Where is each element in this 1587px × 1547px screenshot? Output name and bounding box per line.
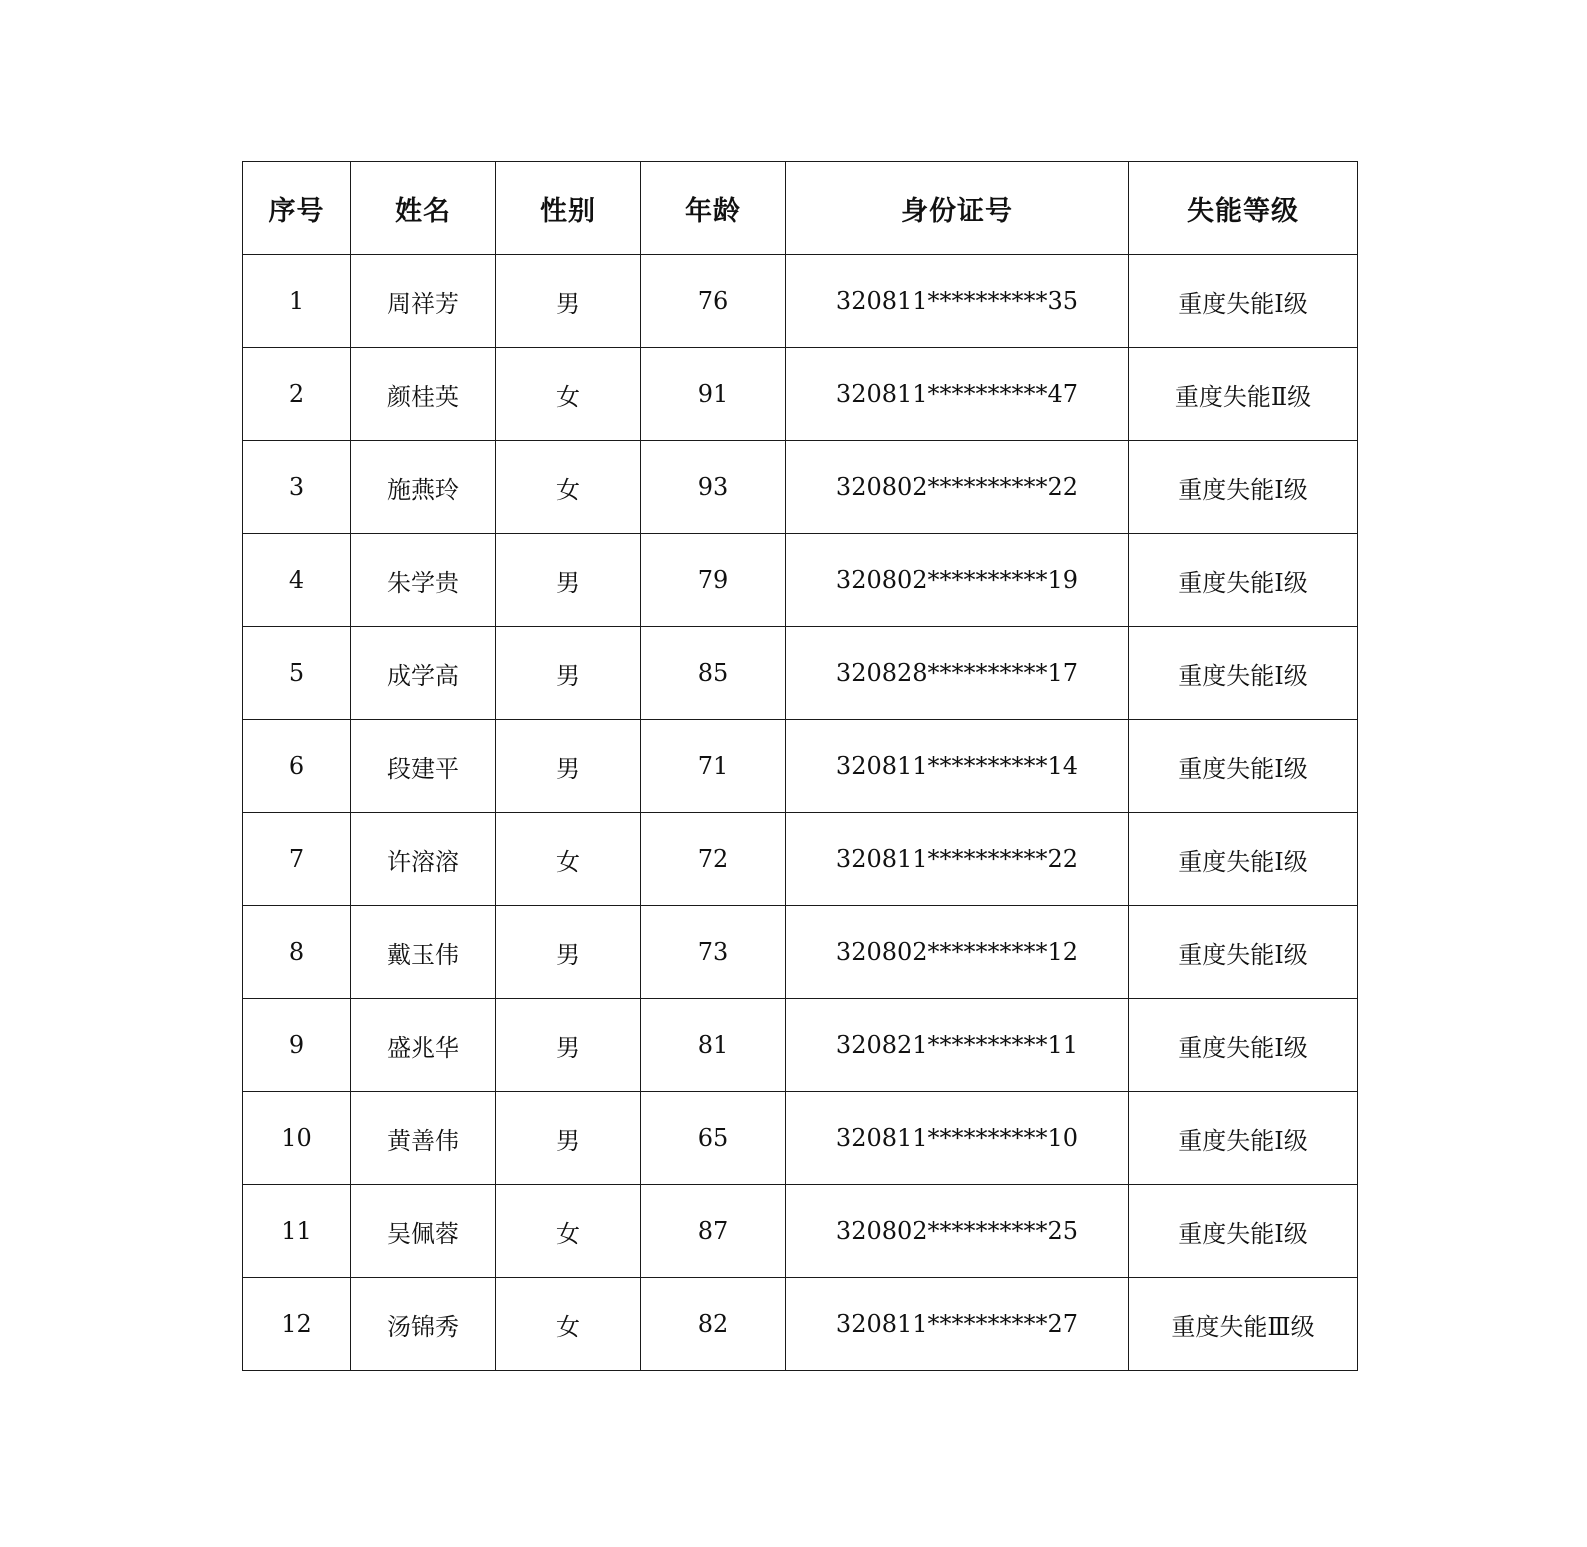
cell-serial-number: 12 (243, 1278, 351, 1371)
table-row (243, 906, 1358, 999)
cell-age: 65 (641, 1092, 786, 1185)
cell-serial-number: 3 (243, 441, 351, 534)
cell-disability-level: 重度失能Ⅰ级 (1129, 627, 1358, 720)
cell-age: 76 (641, 255, 786, 348)
cell-serial-number: 1 (243, 255, 351, 348)
cell-id-number: 320811**********35 (786, 255, 1129, 348)
table-row (243, 441, 1358, 534)
cell-disability-level: 重度失能Ⅰ级 (1129, 813, 1358, 906)
cell-serial-number: 7 (243, 813, 351, 906)
cell-id-number: 320811**********14 (786, 720, 1129, 813)
cell-disability-level: 重度失能Ⅰ级 (1129, 720, 1358, 813)
cell-name: 朱学贵 (351, 534, 496, 627)
cell-name: 颜桂英 (351, 348, 496, 441)
header-gender: 性别 (496, 162, 641, 255)
cell-serial-number: 4 (243, 534, 351, 627)
cell-gender: 男 (496, 627, 641, 720)
cell-id-number: 320802**********22 (786, 441, 1129, 534)
cell-id-number: 320811**********47 (786, 348, 1129, 441)
cell-serial-number: 8 (243, 906, 351, 999)
cell-id-number: 320821**********11 (786, 999, 1129, 1092)
cell-gender: 女 (496, 441, 641, 534)
table-row (243, 813, 1358, 906)
cell-age: 79 (641, 534, 786, 627)
cell-name: 吴佩蓉 (351, 1185, 496, 1278)
header-id-number: 身份证号 (786, 162, 1129, 255)
cell-id-number: 320828**********17 (786, 627, 1129, 720)
cell-age: 87 (641, 1185, 786, 1278)
table-row (243, 534, 1358, 627)
cell-id-number: 320811**********10 (786, 1092, 1129, 1185)
cell-disability-level: 重度失能Ⅰ级 (1129, 1092, 1358, 1185)
table-row (243, 1278, 1358, 1371)
cell-name: 盛兆华 (351, 999, 496, 1092)
cell-disability-level: 重度失能Ⅰ级 (1129, 906, 1358, 999)
cell-serial-number: 9 (243, 999, 351, 1092)
table-row (243, 999, 1358, 1092)
cell-name: 许溶溶 (351, 813, 496, 906)
cell-name: 周祥芳 (351, 255, 496, 348)
cell-id-number: 320802**********19 (786, 534, 1129, 627)
cell-name: 施燕玲 (351, 441, 496, 534)
cell-disability-level: 重度失能Ⅰ级 (1129, 255, 1358, 348)
cell-gender: 女 (496, 1185, 641, 1278)
cell-gender: 女 (496, 1278, 641, 1371)
table-body (243, 255, 1358, 1371)
cell-name: 黄善伟 (351, 1092, 496, 1185)
cell-age: 85 (641, 627, 786, 720)
cell-age: 73 (641, 906, 786, 999)
cell-age: 72 (641, 813, 786, 906)
header-row (243, 162, 1358, 255)
header-disability-level: 失能等级 (1129, 162, 1358, 255)
cell-gender: 男 (496, 255, 641, 348)
cell-serial-number: 10 (243, 1092, 351, 1185)
cell-age: 81 (641, 999, 786, 1092)
cell-serial-number: 11 (243, 1185, 351, 1278)
cell-disability-level: 重度失能Ⅲ级 (1129, 1278, 1358, 1371)
cell-name: 成学高 (351, 627, 496, 720)
table-header (243, 162, 1358, 255)
cell-age: 91 (641, 348, 786, 441)
cell-disability-level: 重度失能Ⅰ级 (1129, 1185, 1358, 1278)
cell-gender: 男 (496, 1092, 641, 1185)
cell-disability-level: 重度失能Ⅰ级 (1129, 999, 1358, 1092)
cell-gender: 女 (496, 348, 641, 441)
cell-name: 段建平 (351, 720, 496, 813)
table-row (243, 627, 1358, 720)
cell-serial-number: 2 (243, 348, 351, 441)
cell-gender: 男 (496, 720, 641, 813)
cell-serial-number: 6 (243, 720, 351, 813)
table-row (243, 1185, 1358, 1278)
disability-level-table (242, 161, 1358, 1371)
cell-age: 93 (641, 441, 786, 534)
cell-gender: 女 (496, 813, 641, 906)
header-serial-number: 序号 (243, 162, 351, 255)
cell-disability-level: 重度失能Ⅰ级 (1129, 534, 1358, 627)
table-row (243, 1092, 1358, 1185)
cell-gender: 男 (496, 534, 641, 627)
cell-gender: 男 (496, 906, 641, 999)
cell-gender: 男 (496, 999, 641, 1092)
header-age: 年龄 (641, 162, 786, 255)
cell-disability-level: 重度失能Ⅰ级 (1129, 441, 1358, 534)
cell-name: 汤锦秀 (351, 1278, 496, 1371)
cell-id-number: 320802**********25 (786, 1185, 1129, 1278)
table-row (243, 720, 1358, 813)
cell-name: 戴玉伟 (351, 906, 496, 999)
cell-id-number: 320811**********27 (786, 1278, 1129, 1371)
cell-id-number: 320811**********22 (786, 813, 1129, 906)
cell-id-number: 320802**********12 (786, 906, 1129, 999)
cell-serial-number: 5 (243, 627, 351, 720)
cell-disability-level: 重度失能Ⅱ级 (1129, 348, 1358, 441)
header-name: 姓名 (351, 162, 496, 255)
table-row (243, 255, 1358, 348)
cell-age: 71 (641, 720, 786, 813)
cell-age: 82 (641, 1278, 786, 1371)
table-row (243, 348, 1358, 441)
